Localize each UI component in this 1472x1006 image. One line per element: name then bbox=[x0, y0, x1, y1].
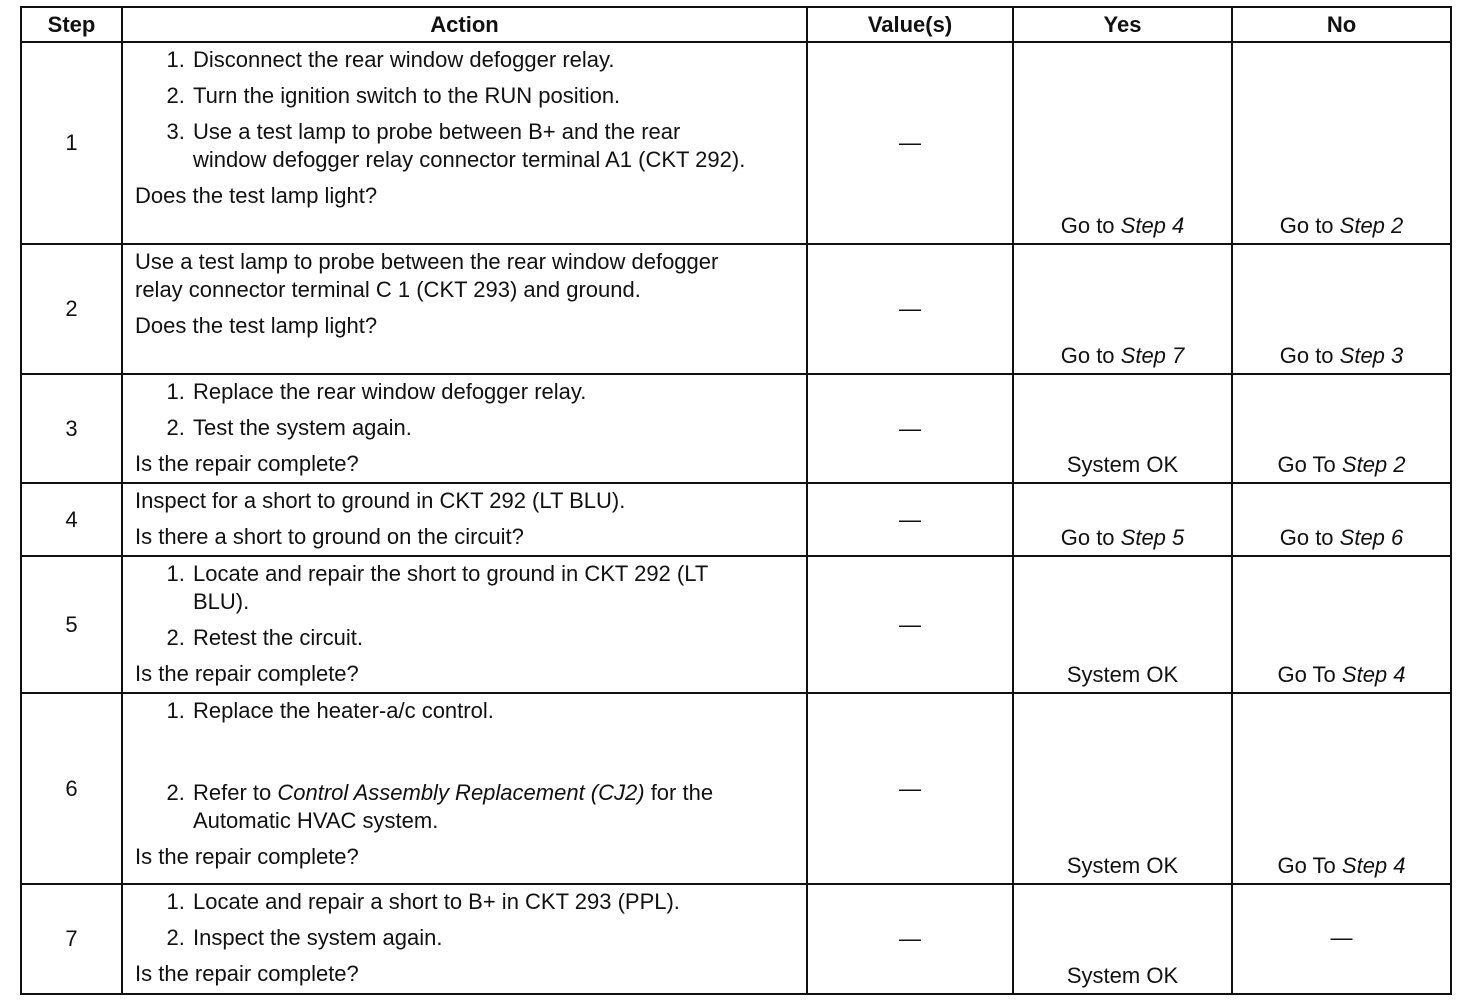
yes-cell bbox=[1013, 42, 1232, 244]
action-item-text: Refer to bbox=[193, 780, 278, 805]
action-item: 2. Test the system again. bbox=[191, 414, 796, 442]
yes-step-link: Step 5 bbox=[1120, 525, 1185, 550]
value-cell: — bbox=[807, 884, 1013, 994]
header-yes: Yes bbox=[1013, 7, 1232, 42]
table-row-step-4 bbox=[21, 483, 1451, 556]
action-item bbox=[191, 779, 796, 835]
action-item: 1. Replace the heater-a/c control. bbox=[191, 697, 796, 725]
action-item: 2. Retest the circuit. bbox=[191, 624, 796, 652]
value-cell: — bbox=[807, 42, 1013, 244]
action-list bbox=[135, 888, 796, 952]
action-cell bbox=[122, 42, 807, 244]
action-text: Use a test lamp to probe between the rear window defogger relay connector terminal C 1 (CKT 293) and ground. bbox=[135, 249, 719, 302]
table-row-step-6 bbox=[21, 693, 1451, 884]
no-step-link: Step 2 bbox=[1339, 213, 1404, 238]
action-cell bbox=[122, 693, 807, 884]
yes-prefix: Go to bbox=[1060, 525, 1121, 550]
value-cell: — bbox=[807, 693, 1013, 884]
yes-cell: System OK bbox=[1013, 556, 1232, 693]
no-prefix: Go to bbox=[1279, 525, 1340, 550]
no-cell bbox=[1232, 244, 1451, 374]
no-step-link: Step 4 bbox=[1341, 853, 1406, 878]
no-step-link: Step 3 bbox=[1339, 343, 1404, 368]
action-question: Is the repair complete? bbox=[135, 961, 359, 986]
header-no: No bbox=[1232, 7, 1451, 42]
action-cell bbox=[122, 556, 807, 693]
no-cell bbox=[1232, 42, 1451, 244]
no-prefix: Go to bbox=[1279, 213, 1340, 238]
value-cell: — bbox=[807, 374, 1013, 483]
no-cell: — bbox=[1232, 884, 1451, 994]
no-prefix: Go To bbox=[1277, 662, 1342, 687]
yes-prefix: Go to bbox=[1060, 343, 1121, 368]
action-item: 1. Disconnect the rear window defogger relay. bbox=[191, 46, 796, 74]
table-row-step-5 bbox=[21, 556, 1451, 693]
header-step: Step bbox=[21, 7, 122, 42]
action-item: 1. Locate and repair the short to ground in CKT 292 (LT BLU). bbox=[191, 560, 796, 616]
no-cell bbox=[1232, 483, 1451, 556]
action-list bbox=[135, 46, 796, 174]
step-number: 6 bbox=[21, 693, 122, 884]
value-cell: — bbox=[807, 556, 1013, 693]
value-cell: — bbox=[807, 483, 1013, 556]
action-item: 1. Locate and repair a short to B+ in CKT 293 (PPL). bbox=[191, 888, 796, 916]
procedure-reference: Control Assembly Replacement (CJ2) bbox=[277, 780, 645, 805]
yes-step-link: Step 7 bbox=[1120, 343, 1185, 368]
no-step-link: Step 2 bbox=[1341, 452, 1406, 477]
action-item: 1. Replace the rear window defogger relay. bbox=[191, 378, 796, 406]
no-prefix: Go To bbox=[1277, 452, 1342, 477]
diagnostic-table bbox=[20, 6, 1452, 995]
action-item-text: for the Automatic HVAC system. bbox=[193, 780, 714, 833]
table-row-step-1 bbox=[21, 42, 1451, 244]
yes-cell bbox=[1013, 244, 1232, 374]
step-number: 7 bbox=[21, 884, 122, 994]
action-cell bbox=[122, 244, 807, 374]
step-number: 2 bbox=[21, 244, 122, 374]
yes-cell bbox=[1013, 483, 1232, 556]
yes-cell: System OK bbox=[1013, 693, 1232, 884]
action-item: 3. Use a test lamp to probe between B+ and the rear window defogger relay connector terminal A1 (CKT 292). bbox=[191, 118, 796, 174]
step-number: 3 bbox=[21, 374, 122, 483]
action-list bbox=[135, 697, 796, 835]
action-question: Does the test lamp light? bbox=[135, 183, 378, 208]
table-row-step-2 bbox=[21, 244, 1451, 374]
action-cell bbox=[122, 884, 807, 994]
diagnostic-table-container bbox=[20, 6, 1450, 995]
header-row bbox=[21, 7, 1451, 42]
action-list bbox=[135, 560, 796, 652]
action-question: Is the repair complete? bbox=[135, 661, 359, 686]
no-cell bbox=[1232, 693, 1451, 884]
table-row-step-3 bbox=[21, 374, 1451, 483]
yes-cell: System OK bbox=[1013, 884, 1232, 994]
action-question: Is the repair complete? bbox=[135, 844, 359, 869]
action-question: Is the repair complete? bbox=[135, 451, 359, 476]
header-action: Action bbox=[122, 7, 807, 42]
no-cell bbox=[1232, 556, 1451, 693]
action-question: Is there a short to ground on the circuit? bbox=[135, 524, 524, 549]
action-item: 2. Turn the ignition switch to the RUN position. bbox=[191, 82, 796, 110]
step-number: 1 bbox=[21, 42, 122, 244]
action-cell bbox=[122, 374, 807, 483]
header-values: Value(s) bbox=[807, 7, 1013, 42]
yes-cell: System OK bbox=[1013, 374, 1232, 483]
no-prefix: Go to bbox=[1279, 343, 1340, 368]
no-cell bbox=[1232, 374, 1451, 483]
step-number: 5 bbox=[21, 556, 122, 693]
action-list bbox=[135, 378, 796, 442]
step-number: 4 bbox=[21, 483, 122, 556]
action-text: Inspect for a short to ground in CKT 292 (LT BLU). bbox=[135, 488, 626, 513]
value-cell: — bbox=[807, 244, 1013, 374]
no-step-link: Step 6 bbox=[1339, 525, 1404, 550]
action-cell bbox=[122, 483, 807, 556]
action-question: Does the test lamp light? bbox=[135, 313, 378, 338]
no-prefix: Go To bbox=[1277, 853, 1342, 878]
no-step-link: Step 4 bbox=[1341, 662, 1406, 687]
yes-step-link: Step 4 bbox=[1120, 213, 1185, 238]
table-row-step-7 bbox=[21, 884, 1451, 994]
yes-prefix: Go to bbox=[1060, 213, 1121, 238]
action-item: 2. Inspect the system again. bbox=[191, 924, 796, 952]
